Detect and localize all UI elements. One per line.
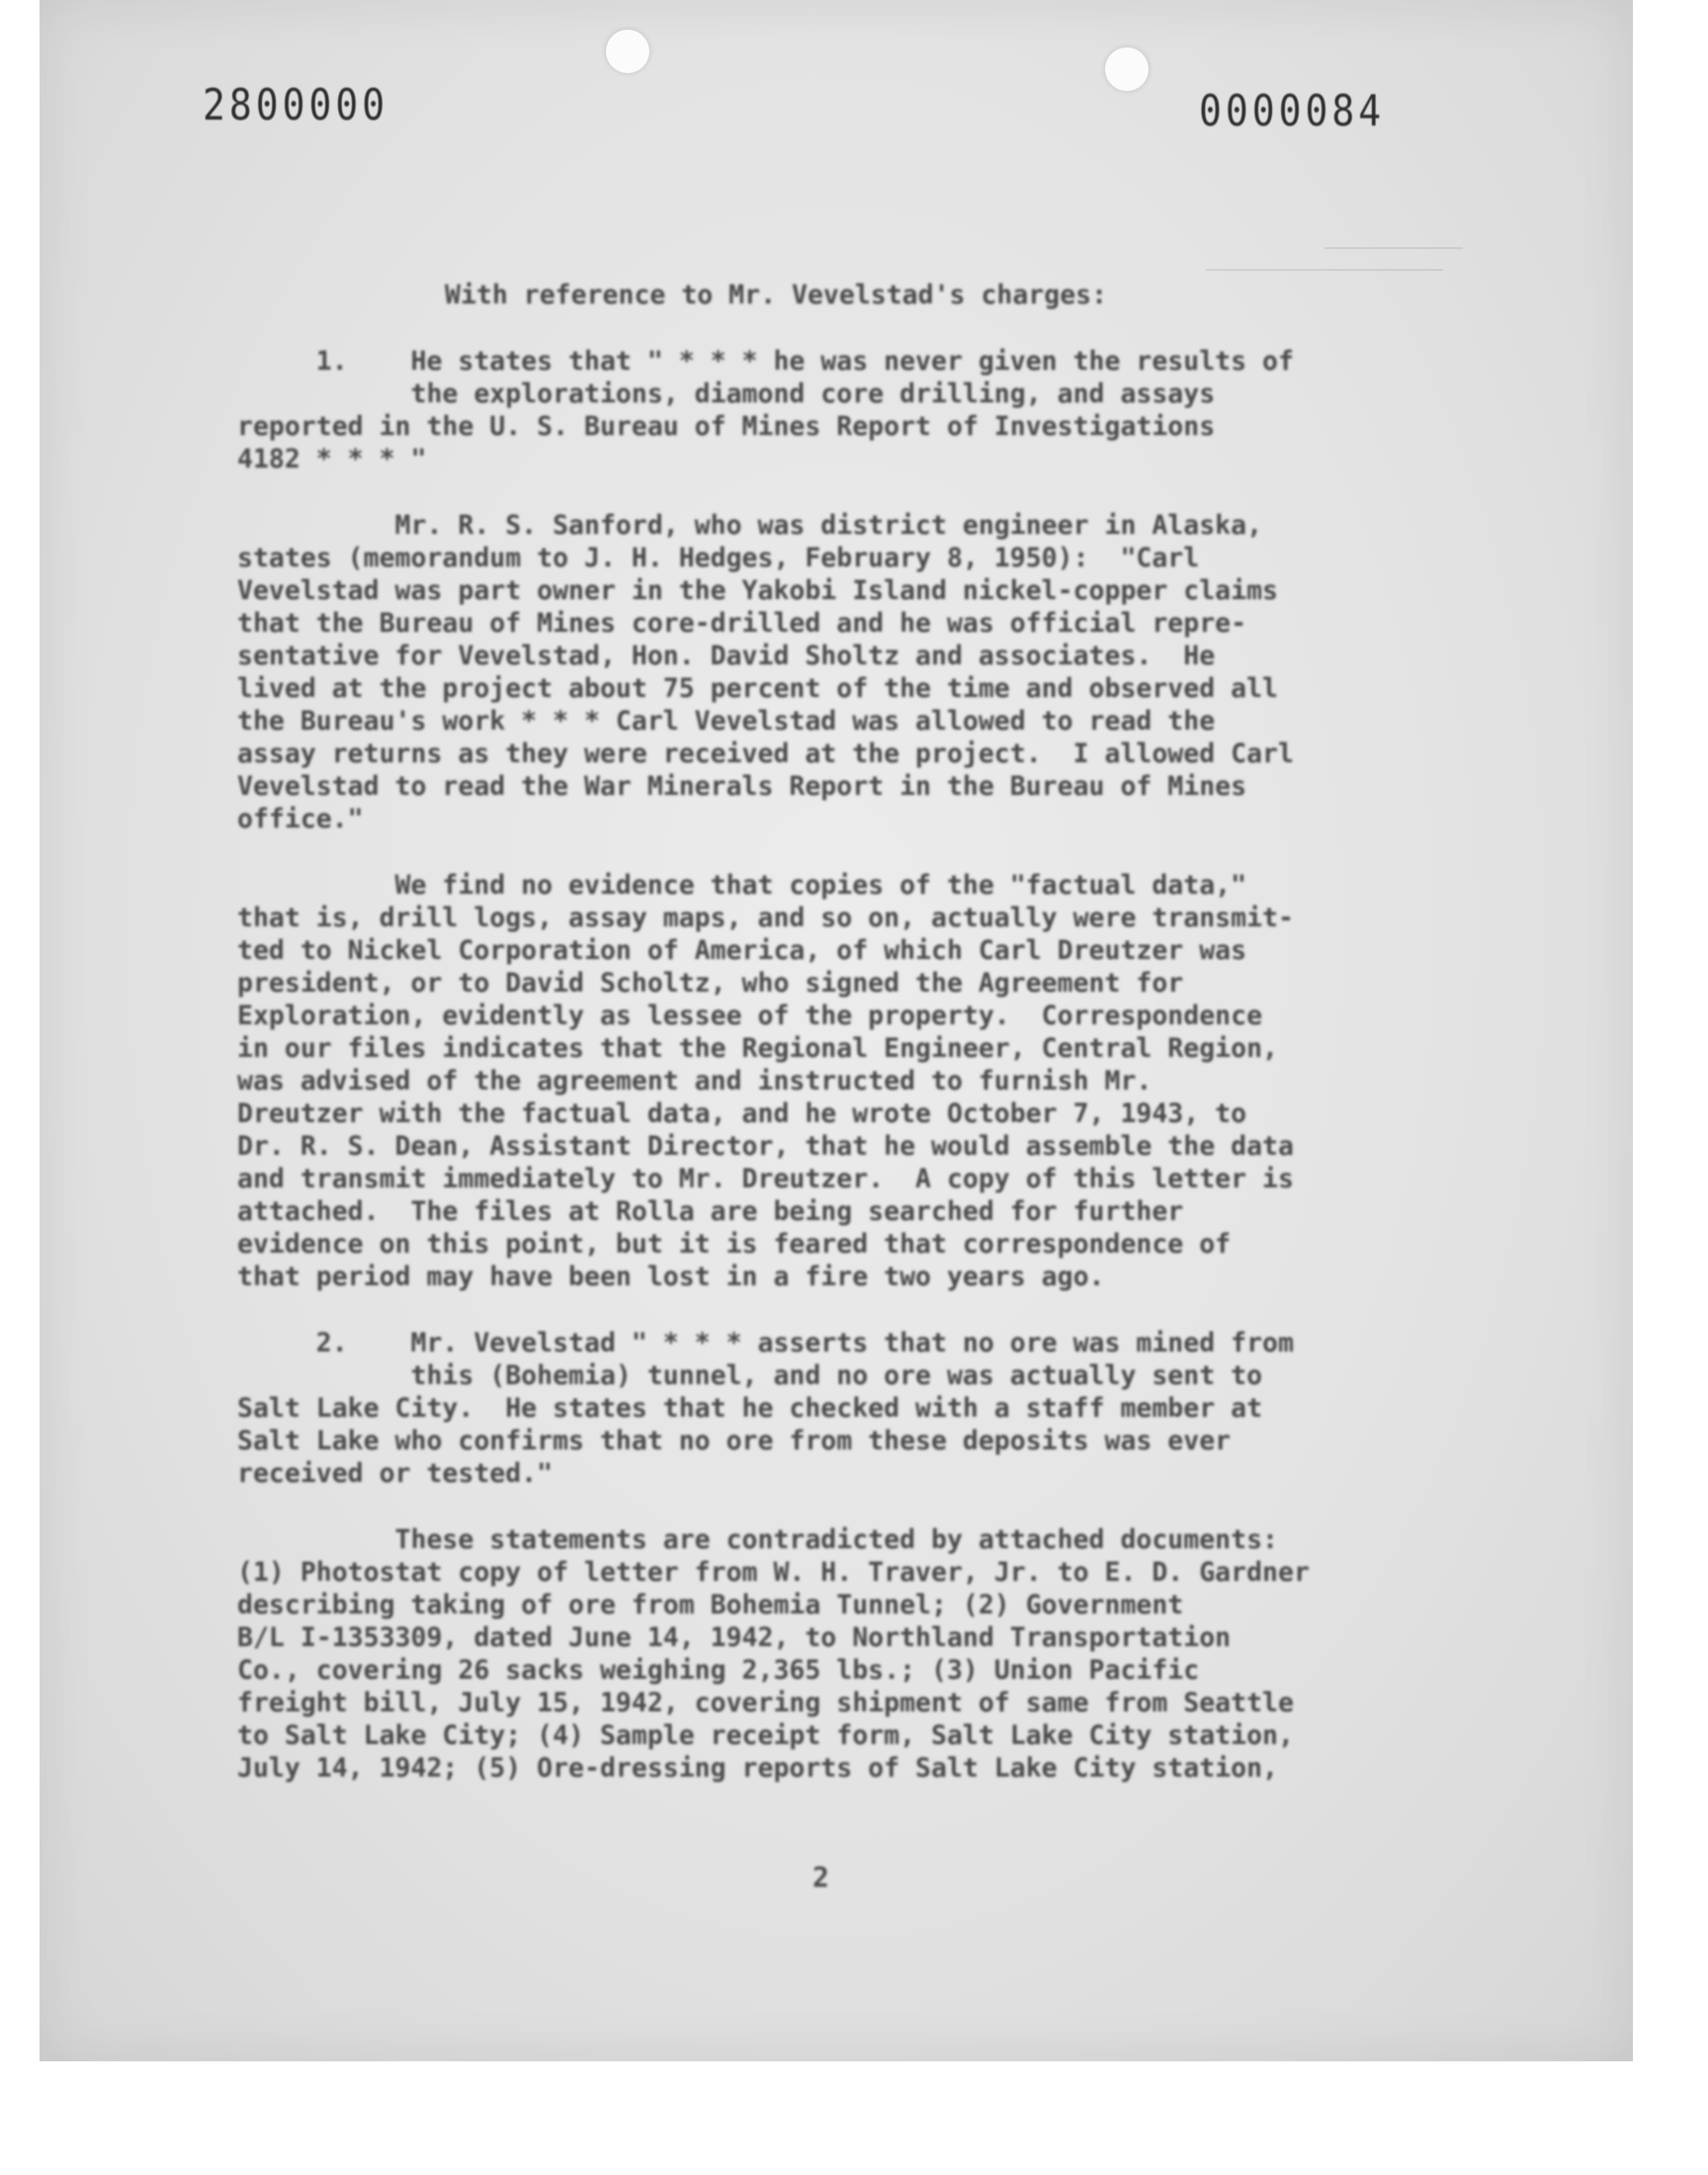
- text-line: Salt Lake who confirms that no ore from these deposits was ever: [237, 1426, 1232, 1456]
- punch-hole-left: [606, 30, 649, 73]
- text-line: B/L I-1353309, dated June 14, 1942, to Northland Transportation: [237, 1622, 1232, 1653]
- text-line: the explorations, diamond core drilling, and assays: [237, 379, 1216, 409]
- text-line: Exploration, evidently as lessee of the property. Correspondence: [237, 1000, 1263, 1031]
- text-line: this (Bohemia) tunnel, and no ore was actually sent to: [237, 1360, 1263, 1391]
- document-body: [237, 279, 1483, 1784]
- text-line: evidence on this point, but it is feared that correspondence of: [237, 1229, 1232, 1260]
- text-line: states (memorandum to J. H. Hedges, February 8, 1950): "Carl: [237, 543, 1200, 573]
- text-line: describing taking of ore from Bohemia Tunnel; (2) Government: [237, 1590, 1184, 1620]
- text-line: Dreutzer with the factual data, and he wrote October 7, 1943, to: [237, 1098, 1247, 1129]
- faint-bleed-mark: [1324, 247, 1463, 249]
- text-line: Salt Lake City. He states that he checked with a staff member at: [237, 1393, 1263, 1424]
- text-line: to Salt Lake City; (4) Sample receipt form, Salt Lake City station,: [237, 1720, 1294, 1751]
- page-number: 2: [812, 1861, 829, 1893]
- text-line: was advised of the agreement and instructed to furnish Mr.: [237, 1066, 1153, 1096]
- text-line: president, or to David Scholtz, who signed the Agreement for: [237, 968, 1184, 999]
- text-line: that period may have been lost in a fire two years ago.: [237, 1262, 1105, 1292]
- text-line: These statements are contradicted by attached documents:: [237, 1524, 1278, 1555]
- text-line: and transmit immediately to Mr. Dreutzer. A copy of this letter is: [237, 1164, 1294, 1194]
- serial-number-right: 0000084: [1199, 85, 1386, 136]
- text-line: Dr. R. S. Dean, Assistant Director, that he would assemble the data: [237, 1131, 1294, 1162]
- punch-hole-right: [1105, 47, 1149, 91]
- text-line: 1. He states that " * * * he was never given the results of: [237, 346, 1294, 377]
- text-line: in our files indicates that the Regional Engineer, Central Region,: [237, 1033, 1278, 1064]
- text-line: attached. The files at Rolla are being searched for further: [237, 1196, 1184, 1227]
- text-line: reported in the U. S. Bureau of Mines Report of Investigations: [237, 411, 1216, 442]
- text-line: July 14, 1942; (5) Ore-dressing reports of Salt Lake City station,: [237, 1753, 1278, 1784]
- text-line: (1) Photostat copy of letter from W. H. Traver, Jr. to E. D. Gardner: [237, 1557, 1310, 1588]
- text-line: Vevelstad to read the War Minerals Report in the Bureau of Mines: [237, 771, 1247, 802]
- paragraph-5: [237, 1523, 1483, 1784]
- text-line: sentative for Vevelstad, Hon. David Sholtz and associates. He: [237, 641, 1216, 671]
- paragraph-2: [237, 509, 1483, 835]
- text-line: 4182 * * * ": [237, 444, 427, 475]
- text-line: lived at the project about 75 percent of the time and observed all: [237, 673, 1278, 704]
- paragraph-3: [237, 869, 1483, 1293]
- paragraph-4: [237, 1327, 1483, 1490]
- text-line: that the Bureau of Mines core-drilled and he was official repre-: [237, 608, 1247, 639]
- text-line: Co., covering 26 sacks weighing 2,365 lbs.; (3) Union Pacific: [237, 1655, 1200, 1686]
- text-line: We find no evidence that copies of the "factual data,": [237, 870, 1247, 901]
- serial-number-left: 2800000: [203, 79, 389, 130]
- faint-bleed-mark: [1206, 269, 1443, 271]
- heading: With reference to Mr. Vevelstad's charges:: [445, 280, 1108, 310]
- text-line: ted to Nickel Corporation of America, of which Carl Dreutzer was: [237, 935, 1247, 966]
- text-line: the Bureau's work * * * Carl Vevelstad was allowed to read the: [237, 706, 1216, 737]
- text-line: assay returns as they were received at the project. I allowed Carl: [237, 739, 1294, 769]
- paragraph-1: [237, 345, 1483, 476]
- text-line: 2. Mr. Vevelstad " * * * asserts that no ore was mined from: [237, 1328, 1294, 1358]
- text-line: Mr. R. S. Sanford, who was district engineer in Alaska,: [237, 510, 1263, 541]
- text-line: freight bill, July 15, 1942, covering shipment of same from Seattle: [237, 1688, 1294, 1718]
- text-line: Vevelstad was part owner in the Yakobi Island nickel-copper claims: [237, 575, 1278, 606]
- text-line: office.": [237, 804, 364, 834]
- text-line: received or tested.": [237, 1458, 554, 1489]
- text-line: that is, drill logs, assay maps, and so on, actually were transmit-: [237, 903, 1294, 933]
